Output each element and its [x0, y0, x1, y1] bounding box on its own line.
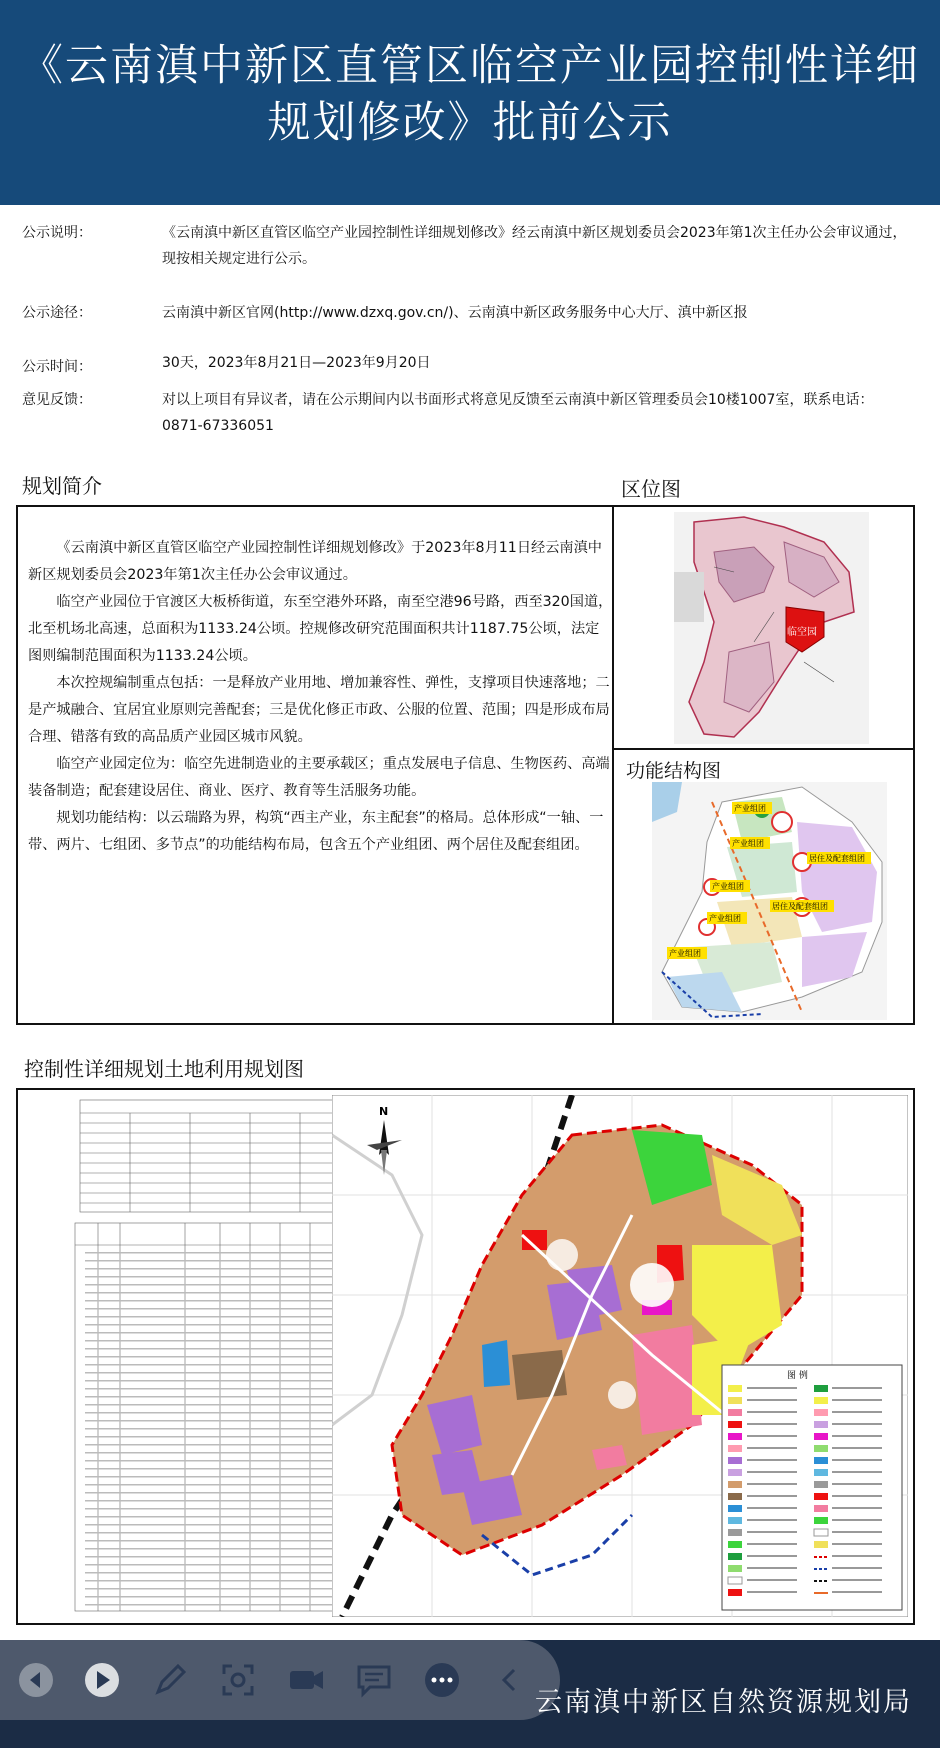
notice-label: 公示途径：	[22, 305, 92, 321]
function-section-title: 功能结构图	[626, 760, 722, 782]
location-label: 临空园	[787, 627, 817, 638]
back-icon[interactable]	[490, 1660, 530, 1700]
notice-period	[22, 350, 922, 376]
intro-paragraph: 本次控规编制重点包括：一是释放产业用地、增加兼容性、弹性，支撑项目快速落地；二是产城融合、宜居宜业原则完善配套；三是优化修正市政、公服的位置、范围；四是形成布局合理、错落有致的高品质产业园区城市风貌。	[28, 675, 610, 745]
function-label: 产业组团	[669, 949, 701, 958]
more-icon[interactable]	[422, 1660, 462, 1700]
function-map	[652, 782, 887, 1020]
intro-box	[16, 505, 614, 1025]
notice-label: 公示时间：	[22, 359, 92, 375]
page-title: 《云南滇中新区直管区临空产业园控制性详细规划修改》批前公示	[20, 41, 920, 148]
landuse-legend	[722, 1365, 902, 1610]
legend-title: 图 例	[787, 1371, 808, 1381]
intro-paragraph: 临空产业园位于官渡区大板桥街道，东至空港外环路，南至空港96号路，西至320国道，北至机场北高速，总面积为1133.24公顷。控规修改研究范围面积共计1187.75公顷，法定图则编制范围面积为1133.24公顷。	[28, 594, 613, 664]
location-section-title: 区位图	[621, 477, 681, 501]
header-banner	[0, 0, 940, 205]
notice-label: 意见反馈：	[22, 392, 92, 408]
play-icon[interactable]	[82, 1660, 122, 1700]
function-map-box	[612, 748, 915, 1025]
landuse-map	[332, 1095, 908, 1617]
function-label: 居住及配套组团	[772, 902, 828, 911]
intro-paragraph: 临空产业园定位为：临空先进制造业的主要承载区；重点发展电子信息、生物医药、高端装备制造；配套建设居住、商业、医疗、教育等生活服务功能。	[28, 756, 610, 799]
function-label: 产业组团	[712, 882, 744, 891]
function-label: 产业组团	[709, 914, 741, 923]
scan-icon[interactable]	[218, 1660, 258, 1700]
prev-icon[interactable]	[16, 1660, 56, 1700]
function-label: 居住及配套组团	[809, 854, 865, 863]
north-label: N	[379, 1105, 389, 1118]
intro-paragraph: 《云南滇中新区直管区临空产业园控制性详细规划修改》于2023年8月11日经云南滇中新区规划委员会2023年第1次主任办公会审议通过。	[28, 540, 602, 583]
location-map-box	[612, 505, 915, 750]
intro-paragraph: 规划功能结构：以云瑞路为界，构筑“西主产业，东主配套”的格局。总体形成“一轴、一带、两片、七组团、多节点”的功能结构布局，包含五个产业组团、两个居住及配套组团。	[28, 810, 604, 853]
notice-channel	[22, 300, 922, 326]
landuse-map-box	[16, 1088, 915, 1625]
footer-org: 云南滇中新区自然资源规划局	[535, 1687, 912, 1718]
intro-section-title: 规划简介	[22, 474, 102, 498]
notice-value: 云南滇中新区官网(http://www.dzxq.gov.cn/)、云南滇中新区政务服务中心大厅、滇中新区报	[162, 305, 748, 321]
video-icon[interactable]	[286, 1660, 326, 1700]
intro-text	[28, 535, 613, 859]
landuse-section-title: 控制性详细规划土地利用规划图	[24, 1057, 304, 1081]
notice-description	[22, 220, 922, 272]
location-map	[674, 512, 869, 744]
notice-feedback	[22, 387, 922, 439]
notice-value: 《云南滇中新区直管区临空产业园控制性详细规划修改》经云南滇中新区规划委员会2023年第1次主任办公会审议通过，现按相关规定进行公示。	[162, 225, 907, 267]
landuse-tables	[70, 1095, 350, 1617]
notice-label: 公示说明：	[22, 225, 92, 241]
comment-icon[interactable]	[354, 1660, 394, 1700]
notice-value: 30天，2023年8月21日—2023年9月20日	[162, 355, 431, 371]
pen-icon[interactable]	[150, 1660, 190, 1700]
function-label: 产业组团	[732, 839, 764, 848]
notice-value: 对以上项目有异议者，请在公示期间内以书面形式将意见反馈至云南滇中新区管理委员会10楼1007室，联系电话：0871-67336051	[162, 392, 874, 434]
function-label: 产业组团	[734, 804, 766, 813]
media-toolbar	[0, 1640, 560, 1720]
